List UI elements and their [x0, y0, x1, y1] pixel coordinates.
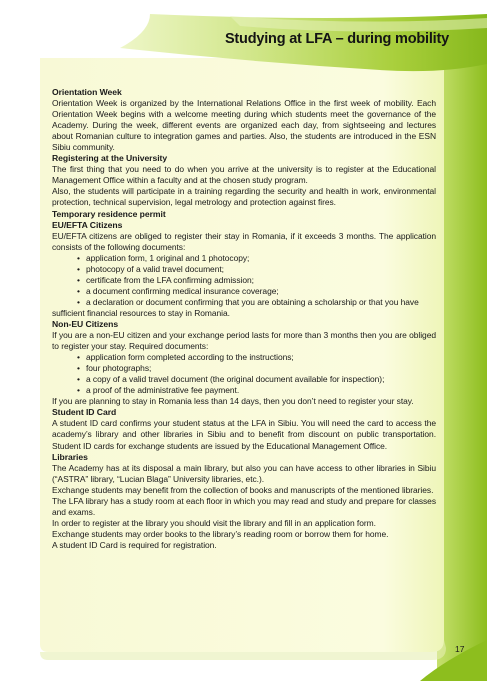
page-header-title: Studying at LFA – during mobility: [224, 31, 449, 47]
heading-eu-citizens: EU/EFTA Citizens: [52, 219, 123, 230]
paragraph-eu-1: EU/EFTA citizens are obliged to register their stay in Romania, if it exceeds 3 months. The application consists of the following documents:: [52, 230, 436, 252]
paragraph-orientation: Orientation Week is organized by the International Relations Office in the first week of mobility. Each Orientation Week begins with a welcome meeting during which students meet the governance of the Academy. During the week, different events are organized each day, from sightseeing and lectures about Romanian culture to integration games and parties. Also, the students are introduced in the ESN Sibiu community.: [52, 98, 436, 153]
eu-documents-list: [52, 253, 436, 308]
list-item: • a document confirming medical insurance coverage;: [86, 286, 436, 297]
right-green-band: [437, 40, 487, 681]
document-body: [52, 87, 436, 551]
list-item: • four photographs;: [86, 363, 436, 374]
heading-orientation-week: Orientation Week: [52, 87, 122, 97]
paragraph-registering-2: Also, the students will participate in a training regarding the security and health in work, environmental protection, technical supervision, legal metrology and protection against fires.: [52, 186, 436, 208]
list-item: • certificate from the LFA confirming admission;: [86, 275, 436, 286]
paragraph-id-card: A student ID card confirms your student status at the LFA in Sibiu. You will need the card to access the academy’s library and other libraries in Sibiu and to benefit from discount on public transportation. Student ID cards for exchange students are issued by the Educational Management Office.: [52, 418, 436, 451]
list-item: • photocopy of a valid travel document;: [86, 264, 436, 275]
page-number: 17: [455, 644, 465, 654]
paragraph-libraries-6: A student ID Card is required for registration.: [52, 539, 217, 550]
paragraph-libraries-3: The LFA library has a study room at each floor in which you may read and study and prepare for classes and exams.: [52, 495, 436, 517]
heading-non-eu-citizens: Non-EU Citizens: [52, 318, 119, 329]
list-item: • a copy of a valid travel document (the original document available for inspection);: [86, 374, 436, 385]
list-item: • a declaration or document confirming that you are obtaining a scholarship or that you have: [86, 297, 436, 308]
list-item: • a proof of the administrative fee payment.: [86, 385, 436, 396]
heading-registering: Registering at the University: [52, 153, 168, 164]
list-item: • application form, 1 original and 1 photocopy;: [86, 253, 436, 264]
paragraph-eu-2: sufficient financial resources to stay in Romania.: [52, 307, 230, 318]
paragraph-non-eu-2: If you are planning to stay in Romania less than 14 days, then you don’t need to register your stay.: [52, 396, 414, 407]
paragraph-non-eu-1: If you are a non-EU citizen and your exchange period lasts for more than 3 months then you are obliged to register your stay. Required documents:: [52, 330, 436, 352]
paragraph-libraries-2: Exchange students may benefit from the collection of books and manuscripts of the mentioned libraries.: [52, 484, 434, 495]
heading-libraries: Libraries: [52, 451, 88, 462]
paragraph-libraries-5: Exchange students may order books to the library’s reading room or borrow them for home.: [52, 528, 389, 539]
list-item: • application form completed according to the instructions;: [86, 352, 436, 363]
paragraph-libraries-1: The Academy has at its disposal a main library, but also you can have access to other libraries in Sibiu (“ASTRA” library, “Lucian Blaga” University libraries, etc.).: [52, 462, 436, 484]
paragraph-libraries-4: In order to register at the library you should visit the library and fill in an application form.: [52, 517, 376, 528]
heading-residence-permit: Temporary residence permit: [52, 208, 166, 219]
heading-student-id-card: Student ID Card: [52, 407, 117, 418]
non-eu-documents-list: [52, 352, 436, 396]
paragraph-registering-1: The first thing that you need to do when you arrive at the university is to register at the Educational Management Office within a faculty and at the chosen study program.: [52, 164, 436, 186]
